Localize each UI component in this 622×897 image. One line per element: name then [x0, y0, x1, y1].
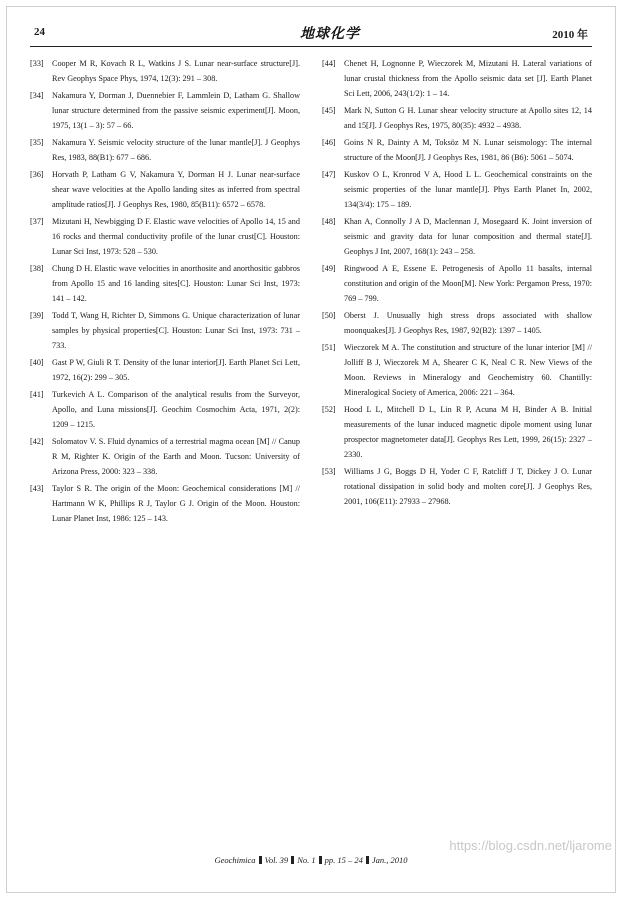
reference-number: [52] [322, 405, 336, 414]
reference-item [322, 402, 592, 462]
reference-number: [43] [30, 484, 44, 493]
header-rule [30, 46, 592, 47]
reference-text: Horvath P, Latham G V, Nakamura Y, Dorman H J. Lunar near-surface shear wave velocities at the Apollo landing sites as inferred from spectral amplitude ratios[J]. J Geophys Res, 1980, 85(B11): 6572 – 6578. [52, 170, 300, 209]
reference-number: [35] [30, 138, 44, 147]
reference-number: [47] [322, 170, 336, 179]
reference-item [30, 261, 300, 306]
reference-item [322, 103, 592, 133]
reference-item [322, 167, 592, 212]
reference-item [30, 135, 300, 165]
reference-number: [46] [322, 138, 336, 147]
reference-text: Goins N R, Dainty A M, Toksöz M N. Lunar seismology: The internal structure of the Moon[J]. J Geophys Res, 1981, 86 (B6): 5061 – 5074. [344, 138, 592, 162]
references-left-column [30, 56, 300, 846]
reference-text: Ringwood A E, Essene E. Petrogenesis of Apollo 11 basalts, internal constitution and origin of the Moon[M]. New York: Pergamon Press, 1970: 769 – 799. [344, 264, 592, 303]
page-footer [0, 855, 622, 865]
reference-text: Taylor S R. The origin of the Moon: Geochemical considerations [M] // Hartmann W K, Phillips R J, Taylor G J. Origin of the Moon. Houston: Lunar Planet Inst, 1986: 125 – 143. [52, 484, 300, 523]
reference-item [30, 481, 300, 526]
page-header [30, 22, 592, 46]
reference-number: [38] [30, 264, 44, 273]
reference-number: [45] [322, 106, 336, 115]
reference-item [30, 308, 300, 353]
reference-text: Williams J G, Boggs D H, Yoder C F, Ratcliff J T, Dickey J O. Lunar rotational dissipation in solid body and molten core[J]. J Geophys Res, 2001, 106(E11): 27933 – 27968. [344, 467, 592, 506]
reference-item [322, 56, 592, 101]
reference-number: [42] [30, 437, 44, 446]
footer-separator [319, 856, 322, 864]
reference-number: [51] [322, 343, 336, 352]
reference-text: Wieczorek M A. The constitution and structure of the lunar interior [M] // Jolliff B J, Wieczorek M A, Shearer C K, Neal C R. New Views of the Moon. Reviews in Mineralogy and Geochemistry 60. Chantilly: Mineralogical Society of America, 2006: 221 – 364. [344, 343, 592, 397]
reference-number: [48] [322, 217, 336, 226]
page-number: 24 [34, 26, 45, 38]
reference-text: Mark N, Sutton G H. Lunar shear velocity structure at Apollo sites 12, 14 and 15[J]. J Geophys Res, 1975, 80(35): 4932 – 4938. [344, 106, 592, 130]
reference-item [30, 88, 300, 133]
reference-text: Nakamura Y. Seismic velocity structure of the lunar mantle[J]. J Geophys Res, 1983, 88(B1): 677 – 686. [52, 138, 300, 162]
reference-text: Todd T, Wang H, Richter D, Simmons G. Unique characterization of lunar samples by physical properties[C]. Houston: Lunar Sci Inst, 1973: 731 – 733. [52, 311, 300, 350]
reference-text: Chenet H, Lognonne P, Wieczorek M, Mizutani H. Lateral variations of lunar crustal thickness from the Apollo seismic data set [J]. Earth Planet Sci Lett, 2006, 243(1/2): 1 – 14. [344, 59, 592, 98]
references-right-column [322, 56, 592, 846]
reference-text: Nakamura Y, Dorman J, Duennebier F, Lammlein D, Latham G. Shallow lunar structure determined from the passive seismic experiment[J]. Moon, 1975, 13(1 – 3): 57 – 66. [52, 91, 300, 130]
reference-text: Cooper M R, Kovach R L, Watkins J S. Lunar near-surface structure[J]. Rev Geophys Space Phys, 1974, 12(3): 291 – 308. [52, 59, 300, 83]
footer-volume: Vol. 39 [264, 855, 289, 865]
reference-item [322, 464, 592, 509]
reference-text: Turkevich A L. Comparison of the analytical results from the Surveyor, Apollo, and Luna missions[J]. Geochim Cosmochim Acta, 1971, 2(2): 1209 – 1215. [52, 390, 300, 429]
reference-number: [50] [322, 311, 336, 320]
watermark: https://blog.csdn.net/ljarome [449, 838, 612, 853]
reference-text: Khan A, Connolly J A D, Maclennan J, Mosegaard K. Joint inversion of seismic and gravity data for lunar composition and thermal state[J]. Geophys J Int, 2007, 168(1): 243 – 258. [344, 217, 592, 256]
reference-number: [36] [30, 170, 44, 179]
reference-number: [53] [322, 467, 336, 476]
reference-text: Hood L L, Mitchell D L, Lin R P, Acuna M H, Binder A B. Initial measurements of the lunar induced magnetic dipole moment using lunar prospector magnetometer data[J]. Geophys Res Lett, 1999, 26(15): 2327 – 2330. [344, 405, 592, 459]
reference-text: Mizutani H, Newbigging D F. Elastic wave velocities of Apollo 14, 15 and 16 rocks and thermal conductivity profile of the lunar crust[C]. Houston: Lunar Sci Inst, 1973: 528 – 530. [52, 217, 300, 256]
reference-text: Kuskov O L, Kronrod V A, Hood L L. Geochemical constraints on the seismic properties of the lunar mantle[J]. Phys Earth Planet In, 2002, 134(3/4): 175 – 189. [344, 170, 592, 209]
reference-item [322, 261, 592, 306]
journal-logo: 地球化学 [300, 26, 360, 42]
reference-text: Chung D H. Elastic wave velocities in anorthosite and anorthositic gabbros from Apollo 15 and 16 landing sites[C]. Houston: Lunar Sci Inst, 1973: 141 – 142. [52, 264, 300, 303]
reference-item [30, 387, 300, 432]
reference-number: [33] [30, 59, 44, 68]
reference-item [30, 167, 300, 212]
reference-number: [34] [30, 91, 44, 100]
footer-issue: No. 1 [297, 855, 316, 865]
header-year: 2010 年 [552, 29, 588, 41]
reference-number: [41] [30, 390, 44, 399]
footer-separator [259, 856, 262, 864]
reference-text: Oberst J. Unusually high stress drops associated with shallow moonquakes[J]. J Geophys Res, 1987, 92(B2): 1397 – 1405. [344, 311, 592, 335]
reference-item [322, 308, 592, 338]
reference-item [30, 355, 300, 385]
footer-pages: pp. 15 – 24 [324, 855, 363, 865]
reference-number: [37] [30, 217, 44, 226]
reference-item [322, 340, 592, 400]
reference-item [30, 56, 300, 86]
reference-number: [44] [322, 59, 336, 68]
reference-item [30, 434, 300, 479]
footer-separator [291, 856, 294, 864]
footer-journal: Geochimica [214, 855, 256, 865]
reference-number: [39] [30, 311, 44, 320]
references-section [30, 56, 592, 846]
reference-text: Solomatov V. S. Fluid dynamics of a terrestrial magma ocean [M] // Canup R M, Righter K. Origin of the Earth and Moon. Tucson: University of Arizona Press, 2000: 323 – 338. [52, 437, 300, 476]
reference-item [322, 214, 592, 259]
footer-separator [366, 856, 369, 864]
reference-item [30, 214, 300, 259]
footer-date: Jan., 2010 [371, 855, 408, 865]
reference-item [322, 135, 592, 165]
reference-number: [49] [322, 264, 336, 273]
reference-text: Gast P W, Giuli R T. Density of the lunar interior[J]. Earth Planet Sci Lett, 1972, 16(2): 299 – 305. [52, 358, 300, 382]
reference-number: [40] [30, 358, 44, 367]
